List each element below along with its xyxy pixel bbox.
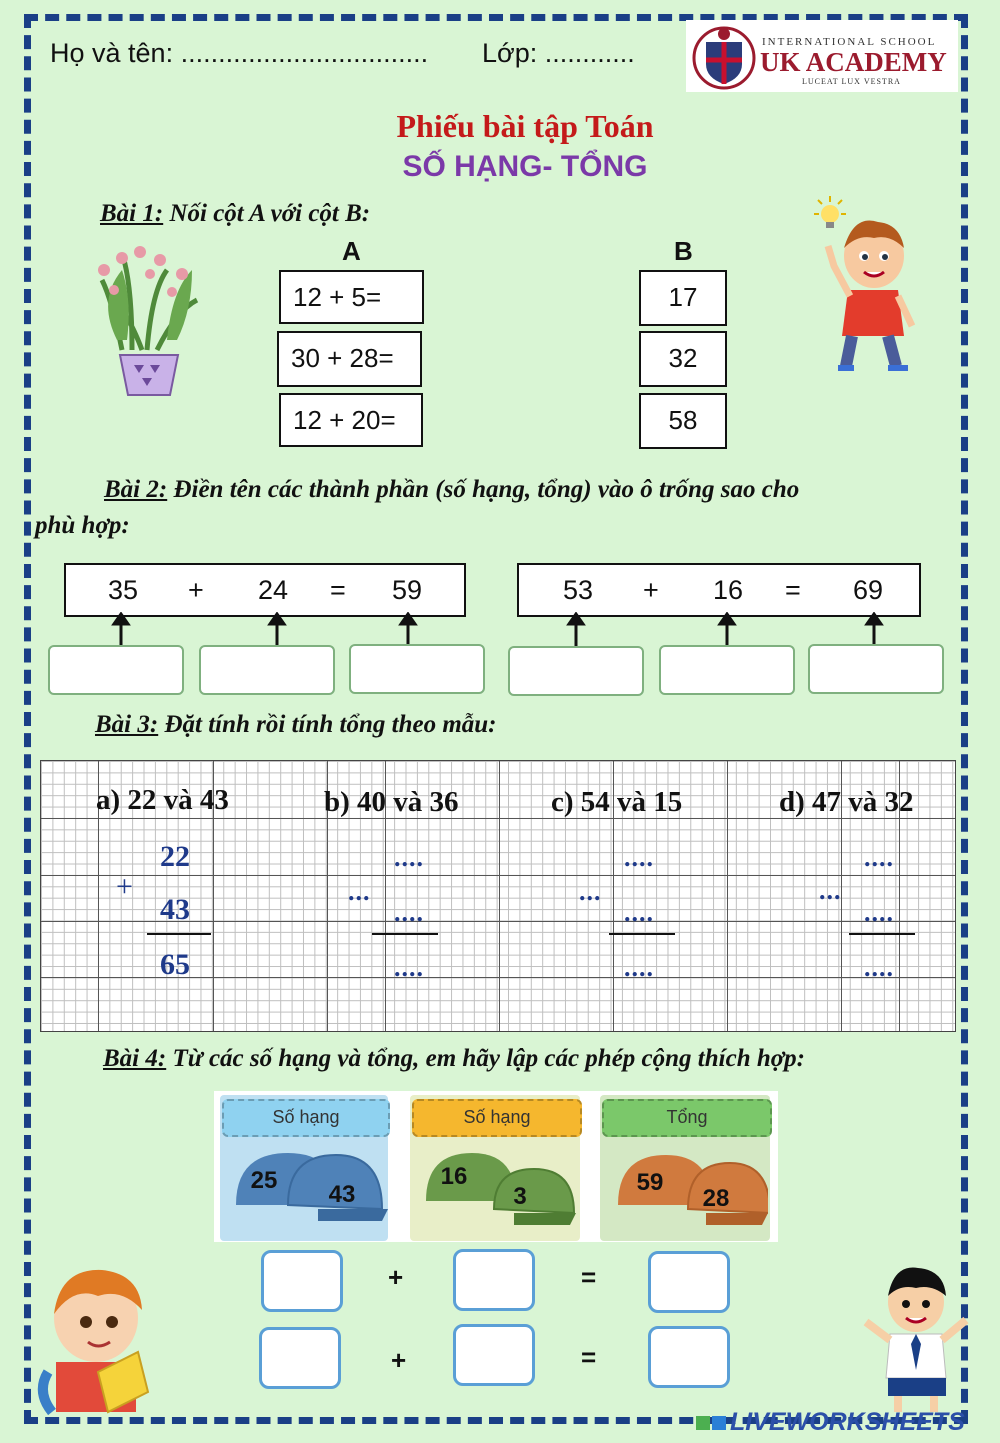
problem-d: d) 47 và 32 — [779, 786, 914, 818]
addend-1: 35 — [108, 575, 139, 605]
col-b-item[interactable]: 17 — [639, 270, 727, 326]
drop-slot[interactable] — [453, 1249, 535, 1311]
equals-sign: = — [581, 1342, 597, 1372]
page-subtitle: SỐ HẠNG- TỔNG — [402, 150, 648, 183]
answer-input[interactable] — [199, 645, 335, 695]
logo-line2: UK ACADEMY — [760, 47, 947, 77]
col-b-label: B — [674, 236, 693, 266]
panel-addends-1 — [220, 1095, 388, 1241]
addend-value[interactable]: 3 — [513, 1183, 527, 1210]
col-a-item[interactable]: 30 + 28= — [277, 331, 422, 387]
bai1-instruction: Bài 1: Nối cột A với cột B: — [100, 200, 371, 227]
operator-blank[interactable]: ... — [819, 876, 842, 905]
equals-sign: = — [785, 575, 801, 605]
sum: 69 — [853, 575, 884, 605]
name-field-label: Họ và tên: ................................. — [50, 38, 429, 68]
schoolboy-icon — [860, 1266, 970, 1416]
digit-blank[interactable]: .... — [394, 843, 424, 872]
sum-line — [609, 933, 675, 935]
class-field-label: Lớp: ............ — [482, 38, 635, 68]
operator-blank[interactable]: ... — [579, 877, 602, 906]
digit-blank[interactable]: .... — [864, 953, 894, 982]
answer-input[interactable] — [48, 645, 184, 695]
addend-value[interactable]: 43 — [328, 1181, 356, 1208]
col-b-item[interactable]: 58 — [639, 393, 727, 449]
digit-blank[interactable]: .... — [394, 953, 424, 982]
sum-value[interactable]: 59 — [636, 1169, 664, 1196]
page-title: Phiếu bài tập Toán — [396, 108, 654, 144]
col-a-label: A — [342, 236, 361, 266]
school-logo — [686, 20, 958, 92]
addend-value[interactable]: 16 — [440, 1163, 468, 1190]
problem-a: a) 22 và 43 — [96, 784, 229, 816]
digit-blank[interactable]: .... — [864, 843, 894, 872]
equals-sign: = — [581, 1262, 597, 1292]
panel-label: Số hạng — [412, 1099, 582, 1137]
watermark: LIVEWORKSHEETS — [696, 1408, 965, 1437]
drop-slot[interactable] — [648, 1326, 730, 1388]
sum-line — [849, 933, 915, 935]
boy-pointing-icon — [812, 196, 922, 376]
example-addend-1: 22 — [160, 840, 190, 873]
bai2-instruction: Bài 2: Điền tên các thành phần (số hạng, tổng) vào ô trống sao cho — [104, 476, 800, 503]
operator-blank[interactable]: ... — [348, 877, 371, 906]
problem-c: c) 54 và 15 — [551, 786, 683, 818]
bai3-instruction: Bài 3: Đặt tính rồi tính tổng theo mẫu: — [95, 711, 497, 738]
sum-line — [147, 933, 211, 935]
example-plus: + — [116, 870, 133, 903]
digit-blank[interactable]: .... — [624, 953, 654, 982]
drop-slot[interactable] — [259, 1327, 341, 1389]
panel-sums — [600, 1095, 770, 1241]
sum-line — [372, 933, 438, 935]
col-a-item[interactable]: 12 + 20= — [279, 393, 423, 447]
answer-input[interactable] — [508, 646, 644, 696]
plus-sign: + — [388, 1262, 404, 1292]
addend-value[interactable]: 25 — [250, 1167, 278, 1194]
bai4-instruction: Bài 4: Từ các số hạng và tổng, em hãy lập các phép cộng thích hợp: — [103, 1045, 805, 1072]
plus-sign: + — [188, 575, 204, 605]
answer-input[interactable] — [808, 644, 944, 694]
addend-2: 16 — [713, 575, 744, 605]
answer-input[interactable] — [349, 644, 485, 694]
problem-b: b) 40 và 36 — [324, 786, 459, 818]
plus-sign: + — [391, 1345, 407, 1375]
equation-box-2 — [517, 563, 921, 617]
flower-pot-icon — [92, 240, 212, 400]
col-a-item[interactable]: 12 + 5= — [279, 270, 424, 324]
bai2-instruction-cont: phù hợp: — [35, 512, 130, 539]
crest-icon — [688, 20, 760, 92]
equation-box-1 — [64, 563, 466, 617]
example-sum: 65 — [160, 948, 190, 981]
boy-reading-icon — [28, 1262, 158, 1422]
sum-value[interactable]: 28 — [702, 1185, 730, 1212]
plus-sign: + — [643, 575, 659, 605]
digit-blank[interactable]: .... — [624, 843, 654, 872]
addend-1: 53 — [563, 575, 594, 605]
drop-slot[interactable] — [648, 1251, 730, 1313]
drop-slot[interactable] — [261, 1250, 343, 1312]
panel-label: Số hạng — [222, 1099, 390, 1137]
drop-slot[interactable] — [453, 1324, 535, 1386]
panel-addends-2 — [410, 1095, 580, 1241]
equals-sign: = — [330, 575, 346, 605]
sum: 59 — [392, 575, 423, 605]
answer-input[interactable] — [659, 645, 795, 695]
panel-label: Tổng — [602, 1099, 772, 1137]
digit-blank[interactable]: .... — [394, 898, 424, 927]
example-addend-2: 43 — [160, 893, 190, 926]
col-b-item[interactable]: 32 — [639, 331, 727, 387]
logo-line3: LUCEAT LUX VESTRA — [802, 77, 901, 86]
addend-2: 24 — [258, 575, 289, 605]
logo-line1: INTERNATIONAL SCHOOL — [762, 36, 937, 48]
digit-blank[interactable]: .... — [864, 898, 894, 927]
digit-blank[interactable]: .... — [624, 898, 654, 927]
